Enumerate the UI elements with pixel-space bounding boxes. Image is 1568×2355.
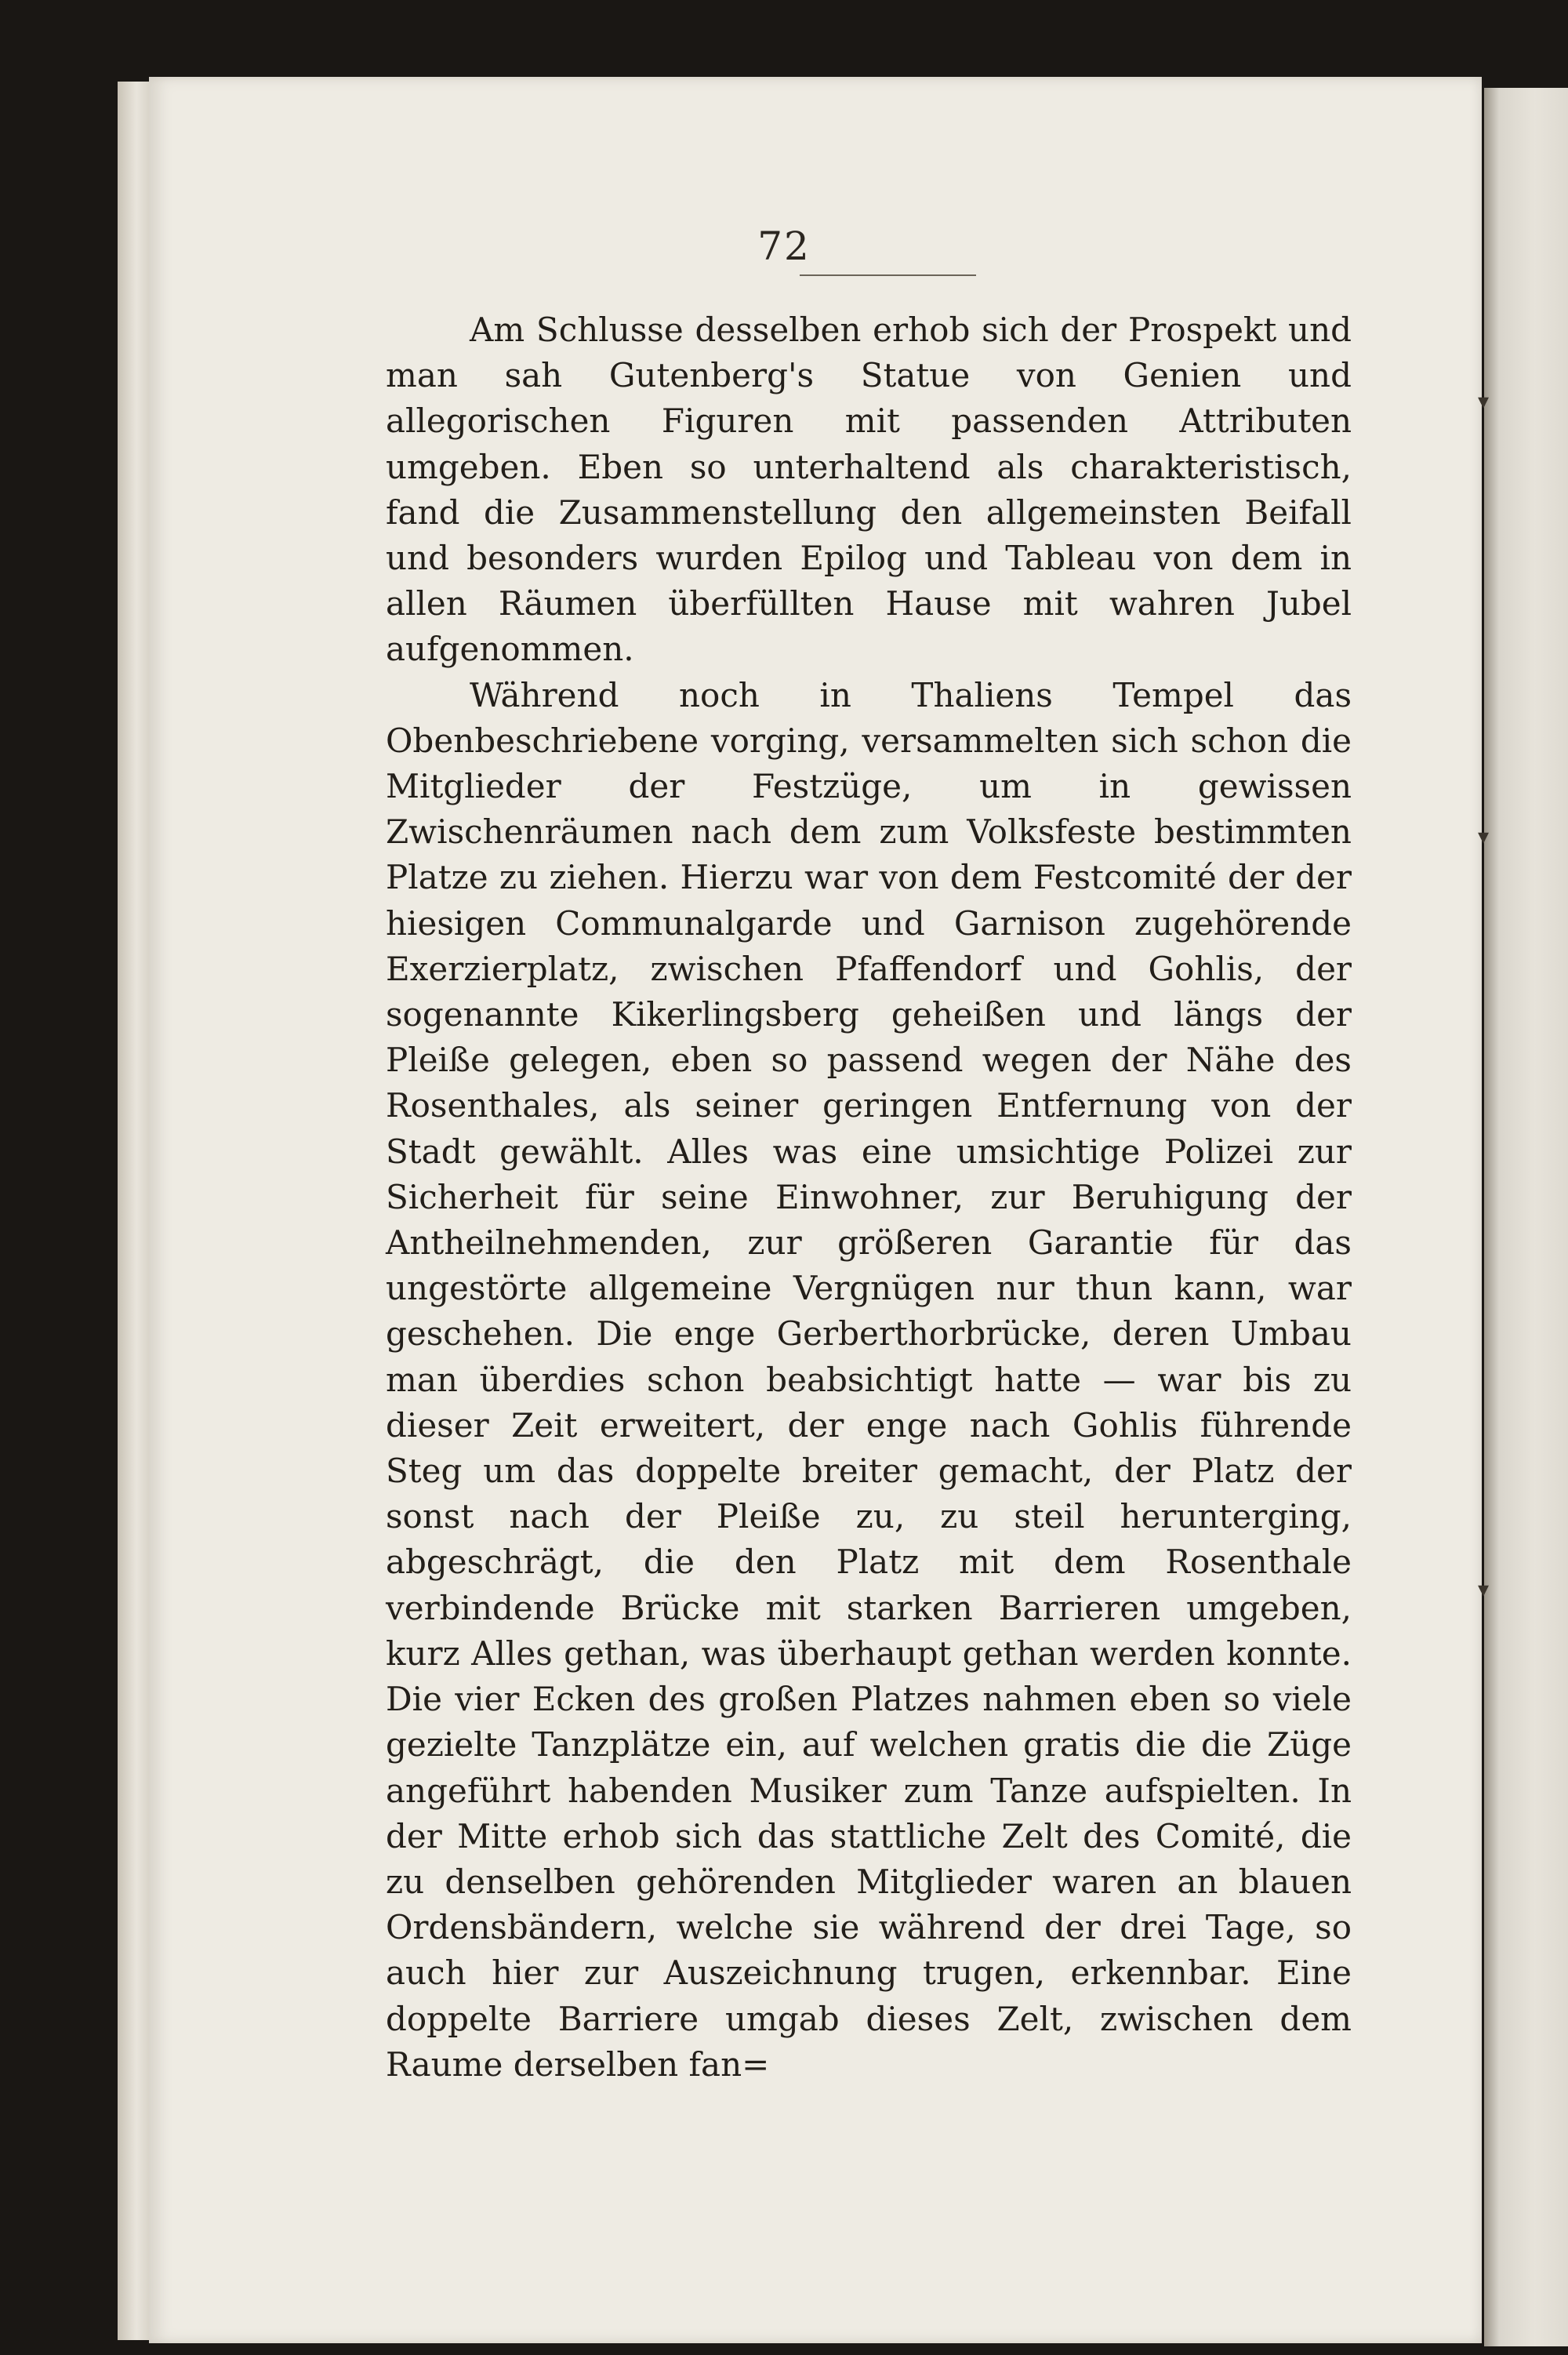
paragraph-2: Während noch in Thaliens Tempel das Obenbeschriebene vorging, versammelten sich schon die Mitglieder der Festzüge, um in gewissen Zwischenräumen nach dem zum Volksfeste bestimmten Platze zu ziehen. Hierzu war von dem Festcomité der der hiesigen Communalgarde und Garnison zugehörende Exerzierplatz, zwischen Pfaffendorf und Gohlis, der sogenannte Kikerlingsberg geheißen und längs der Pleiße gelegen, eben so passend wegen der Nähe des Rosenthales, als seiner geringen Entfernung von der Stadt gewählt. Alles was eine umsichtige Polizei zur Sicherheit für seine Einwohner, zur Beruhigung der Antheilnehmenden, zur größeren Garantie für das ungestörte allgemeine Vergnügen nur thun kann, war geschehen. Die enge Gerberthorbrücke, deren Umbau man überdies schon beabsichtigt hatte — war bis zu dieser Zeit erweitert, der enge nach Gohlis führende Steg um das doppelte breiter gemacht, der Platz der sonst nach der Pleiße zu, zu steil herunterging, abgeschrägt, die den Platz mit dem Rosenthale verbindende Brücke mit starken Barrieren umgeben, kurz Alles gethan, was überhaupt gethan werden konnte. Die vier Ecken des großen Platzes nahmen eben so viele gezielte Tanzplätze ein, auf welchen gratis die die Züge angeführt habenden Musiker zum Tanze aufspielten. In der Mitte erhob sich das stattliche Zelt des Comité, die zu denselben gehörenden Mitglieder waren an blauen Ordensbändern, welche sie während der drei Tage, so auch hier zur Auszeichnung trugen, erkennbar. Eine doppelte Barriere umgab dieses Zelt, zwischen dem Raume derselben fan= — [386, 675, 1352, 2084]
margin-mark: ▾ — [1478, 823, 1490, 849]
page-number: 72 — [757, 224, 811, 269]
header-rule — [800, 274, 976, 276]
margin-mark: ▾ — [1478, 1576, 1490, 1602]
margin-mark: ▾ — [1478, 388, 1490, 414]
paragraph-1: Am Schlusse desselben erhob sich der Prospekt und man sah Gutenberg's Statue von Genien und allegorischen Figuren mit passenden Attributen umgeben. Eben so unterhaltend als charakteristisch, fand die Zusammenstellung den allgemeinsten Beifall und besonders wurden Epilog und Tableau von dem in allen Räumen überfüllten Hause mit wahren Jubel aufgenommen. — [386, 311, 1352, 669]
facing-page-edge — [1484, 88, 1568, 2346]
body-text — [386, 307, 1352, 2088]
